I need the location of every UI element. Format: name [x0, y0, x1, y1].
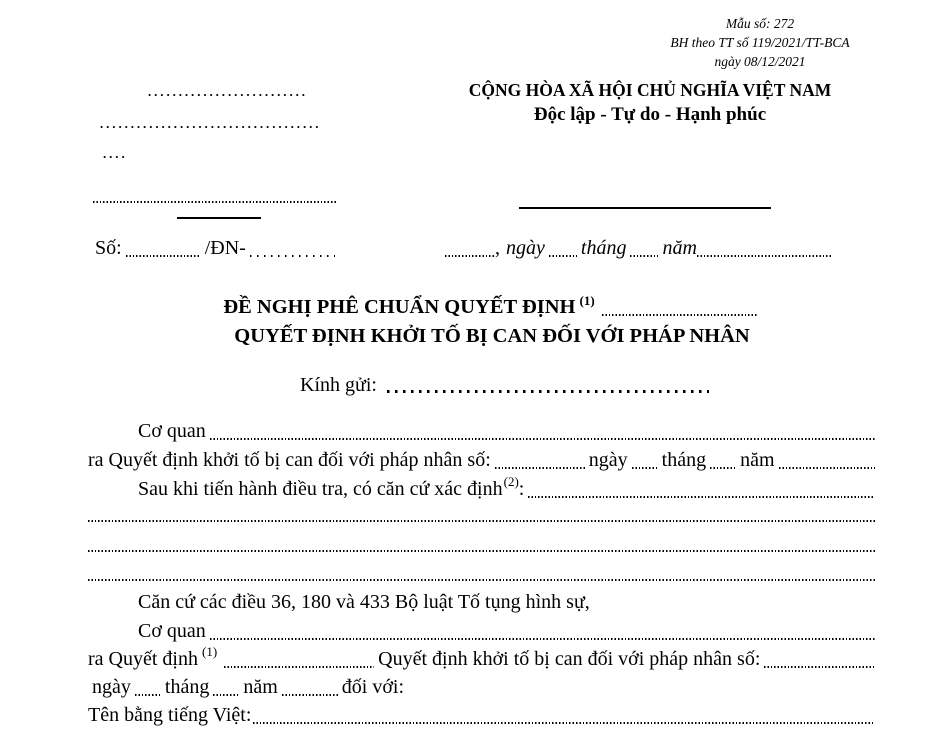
month-label: tháng	[580, 237, 627, 259]
investigation-row	[88, 476, 875, 502]
decision-date-row	[92, 674, 404, 700]
agency-label-2: Cơ quan	[138, 620, 206, 642]
footnote-ref-1: (1)	[579, 293, 595, 308]
vietnamese-name-row	[88, 702, 875, 728]
legal-basis-row	[88, 589, 875, 615]
form-issued-by: BH theo TT số 119/2021/TT-BCA	[670, 35, 850, 50]
motto-underline	[519, 207, 771, 209]
decision-number-label: ra Quyết định khởi tố bị can đối với pháp nhân số:	[88, 449, 491, 471]
number-label: Số:	[95, 237, 122, 259]
place-date-row	[445, 235, 837, 261]
place-blank	[445, 255, 495, 257]
investigation-blank	[528, 496, 875, 498]
title-text-2: QUYẾT ĐỊNH KHỞI TỐ BỊ CAN ĐỐI VỚI PHÁP NHÂN	[234, 325, 750, 347]
year-label-3: năm	[243, 676, 278, 698]
issuer-dotted-rule	[93, 201, 337, 203]
day-blank-3	[135, 694, 161, 696]
year-label-2: năm	[740, 449, 775, 471]
day-label-2: ngày	[588, 449, 628, 471]
day-blank	[549, 255, 577, 257]
agency-blank-1	[210, 438, 875, 440]
recipient-label: Kính gửi:	[300, 374, 377, 396]
form-meta-block	[650, 14, 870, 71]
vietnamese-name-blank	[253, 722, 875, 724]
month-label-2: tháng	[661, 449, 707, 471]
footnote-ref-2: (2)	[503, 474, 519, 489]
vietnamese-name-label: Tên bằng tiếng Việt:	[88, 704, 252, 726]
investigation-label: Sau khi tiến hành điều tra, có căn cứ xác định	[138, 478, 503, 500]
document-number-row	[95, 235, 339, 261]
comma: ,	[495, 237, 500, 259]
prosecution-number-blank	[764, 666, 875, 668]
recipient-row	[300, 372, 713, 398]
year-blank	[697, 255, 833, 257]
agency-row-1	[88, 418, 875, 444]
month-blank-2	[710, 467, 736, 469]
title-line-2	[58, 322, 926, 351]
fill-line-3	[88, 579, 875, 581]
issue-decision-row	[88, 646, 875, 672]
footnote-ref-3: (1)	[201, 644, 218, 659]
issue-decision-label: ra Quyết định	[88, 648, 198, 670]
month-blank-3	[213, 694, 239, 696]
issue-decision-blank	[224, 666, 374, 668]
issuer-line-1: ..........................	[148, 84, 308, 99]
day-label: ngày	[506, 237, 545, 259]
decision-number-row	[88, 447, 875, 473]
recipient-blank	[387, 390, 709, 393]
title-blank	[602, 314, 757, 316]
title-line-1	[58, 293, 926, 322]
national-header: CỘNG HÒA XÃ HỘI CHỦ NGHĨA VIỆT NAM	[468, 80, 832, 100]
form-number: Mẫu số: 272	[725, 16, 795, 31]
prosecution-decision-label: Quyết định khởi tố bị can đối với pháp nhân số:	[378, 648, 761, 670]
fill-line-2	[88, 550, 875, 552]
title-text-1: ĐỀ NGHỊ PHÊ CHUẨN QUYẾT ĐỊNH	[223, 296, 576, 318]
form-issued-date: ngày 08/12/2021	[714, 54, 806, 69]
title-block	[0, 293, 926, 351]
fill-line-1	[88, 520, 875, 522]
dn-suffix-label: /ĐN-	[204, 237, 246, 259]
year-blank-3	[282, 694, 338, 696]
month-label-3: tháng	[164, 676, 210, 698]
agency-label-1: Cơ quan	[138, 420, 206, 442]
day-label-3: ngày	[92, 676, 131, 698]
issuer-line-2: ....................................	[100, 116, 322, 131]
year-blank-2	[779, 467, 875, 469]
dn-blank	[250, 255, 335, 257]
day-blank-2	[632, 467, 658, 469]
year-label: năm	[662, 237, 697, 259]
national-motto: Độc lập - Tự do - Hạnh phúc	[533, 104, 767, 125]
legal-basis-text: Căn cứ các điều 36, 180 và 433 Bộ luật Tố tụng hình sự,	[138, 591, 590, 613]
number-blank	[126, 255, 201, 257]
colon: :	[518, 478, 525, 500]
issuer-underline	[177, 217, 261, 219]
regarding-label: đối với:	[341, 676, 405, 698]
issuer-line-3: ....	[103, 146, 128, 161]
agency-blank-2	[210, 638, 875, 640]
month-blank	[630, 255, 658, 257]
